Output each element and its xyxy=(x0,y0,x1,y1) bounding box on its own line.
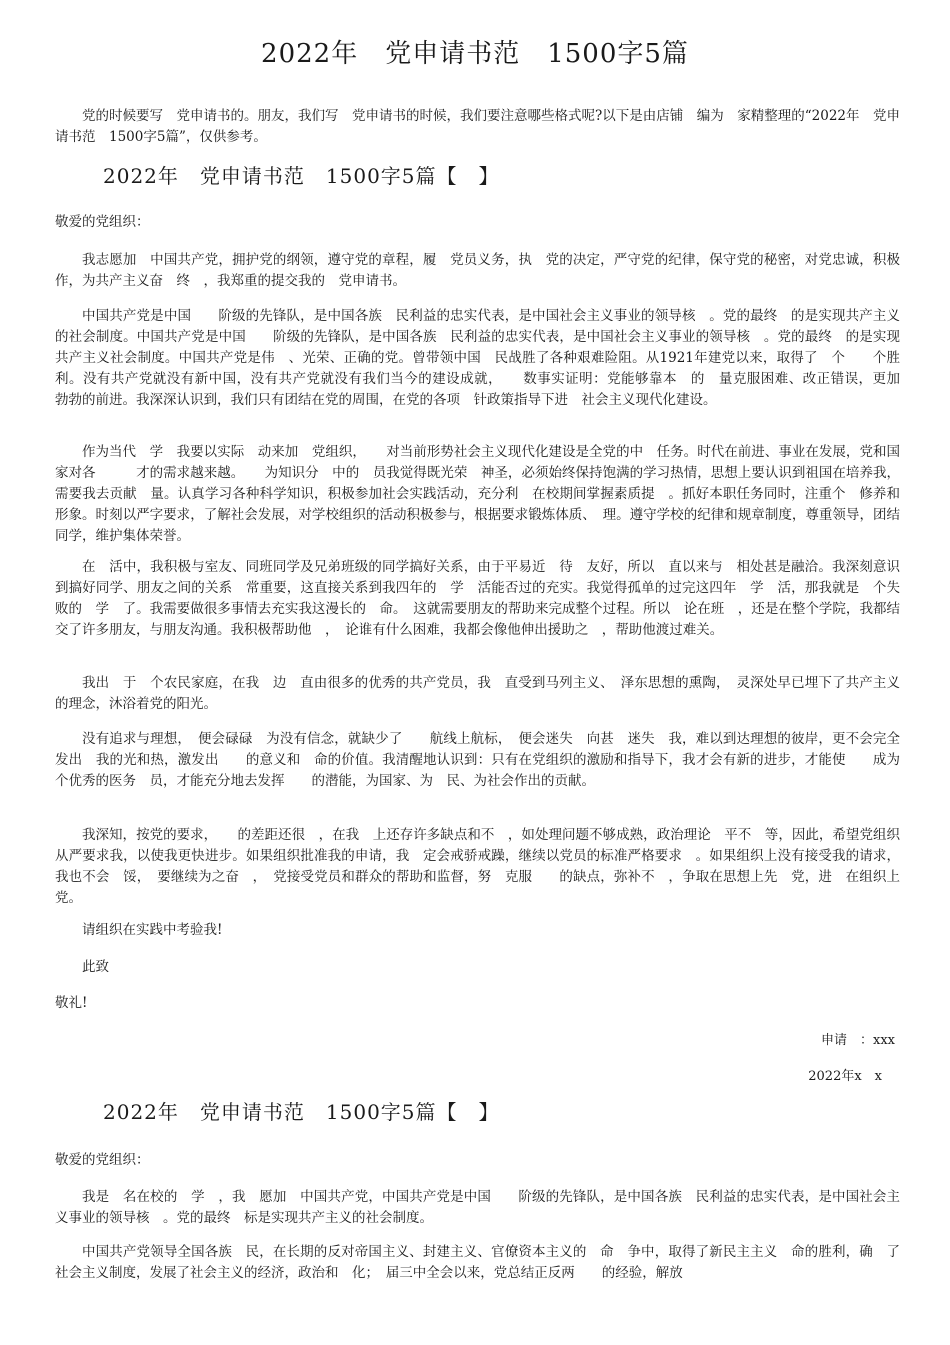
intro-paragraph: 党的时候要写 党申请书的。朋友，我们写 党申请书的时候，我们要注意哪些格式呢?以下是由店铺 编为 家精整理的“2022年 党申请书范 1500字5篇”，仅供参考。 xyxy=(55,108,900,145)
section-1-paragraph-8: 请组织在实践中考验我! xyxy=(82,922,223,938)
section-1-paragraph-1: 我志愿加 中国共产党，拥护党的纲领，遵守党的章程，履 党员义务，执 党的决定，严守党的纪律，保守党的秘密，对党忠诚，积极 作，为共产主义奋 终 ，我郑重的提交我的 党申请书。 xyxy=(55,252,914,289)
section-1-paragraph-4: 在 活中，我积极与室友、同班同学及兄弟班级的同学搞好关系，由于平易近 待 友好，所以 直以来与 相处甚是融洽。我深刻意识到搞好同学、朋友之间的关系 常重要，这直接关系到我四年的 学 活能否过的充实。我觉得孤单的过完这四年 学 活，那我就是 个失败的 学 了。我需要做很多事情去充实我这漫长的 命。 这就需要朋友的帮助来完成整个过程。所以 论在班 ，还是在整个学院，我都结交了许多朋友，与朋友沟通。我积极帮助他 ， 论谁有什么困难，我都会像他伸出援助之 ，帮助他渡过难关。 xyxy=(55,559,900,638)
section-1-paragraph-6: 没有追求与理想， 便会碌碌 为没有信念，就缺少了 航线上航标， 便会迷失 向甚 迷失 我，难以到达理想的彼岸，更不会完全发出 我的光和热，激发出 的意义和 命的价值。我清醒地认识到：只有在党组织的激励和指导下，我才会有新的进步，才能使 成为 个优秀的医务 员，才能充分地去发挥 的潜能，为国家、为 民、为社会作出的贡献。 xyxy=(55,731,914,789)
section-2-paragraph-1: 我是 名在校的 学 ，我 愿加 中国共产党，中国共产党是中国 阶级的先锋队，是中国各族 民利益的忠实代表，是中国社会主义事业的领导核 。党的最终 标是实现共产主义的社会制度。 xyxy=(55,1189,900,1226)
document-title: 2022年 党申请书范 1500字5篇 xyxy=(261,39,689,69)
section-2-title: 2022年 党申请书范 1500字5篇【 】 xyxy=(103,1100,500,1124)
section-1-title: 2022年 党申请书范 1500字5篇【 】 xyxy=(103,164,500,188)
section-2-greeting: 敬爱的党组织： xyxy=(55,1152,150,1168)
section-1-paragraph-9: 此致 xyxy=(82,959,109,975)
section-1-paragraph-5: 我出 于 个农民家庭，在我 边 直由很多的优秀的共产党员，我 直受到马列主义、 泽东思想的熏陶， 灵深处早已埋下了共产主义的理念，沐浴着党的阳光。 xyxy=(55,675,900,712)
section-1-paragraph-7: 我深知，按党的要求， 的差距还很 ，在我 上还存许多缺点和不 ，如处理问题不够成熟，政治理论 平不 等，因此，希望党组织从严要求我，以使我更快进步。如果组织批准我的申请，我 定会戒骄戒躁，继续以党员的标准严格要求 。如果组织上没有接受我的请求，我也不会 馁， 要继续为之奋 ， 党接受党员和群众的帮助和监督，努 克服 的缺点，弥补不 ，争取在思想上先 党，进 在组织上 党。 xyxy=(55,827,914,906)
section-2-paragraph-2: 中国共产党领导全国各族 民，在长期的反对帝国主义、封建主义、官僚资本主义的 命 争中，取得了新民主主义 命的胜利，确 了社会主义制度，发展了社会主义的经济，政治和 化； 届三中全会以来，党总结正反两 的经验，解放 xyxy=(55,1244,900,1281)
section-1-greeting: 敬爱的党组织： xyxy=(55,214,150,230)
section-1-paragraph-3: 作为当代 学 我要以实际 动来加 党组织， 对当前形势社会主义现代化建设是全党的中 任务。时代在前进、事业在发展，党和国家对各 才的需求越来越。 为知识分 中的 员我觉得既光荣 神圣，必须始终保持饱满的学习热情，思想上要认识到祖国在培养我，需要我去贡献 量。认真学习各种科学知识，积极参加社会实践活动，充分利 在校期间掌握素质提 。抓好本职任务同时，注重个 修养和形象。时刻以严字要求，了解社会发展，对学校组织的活动积极参与，根据要求锻炼体质、 理。遵守学校的纪律和规章制度，尊重领导，团结同学，维护集体荣誉。 xyxy=(55,444,900,544)
section-1-date: 2022年x x xyxy=(808,1069,882,1084)
section-1-signature: 申请 ：xxx xyxy=(821,1033,895,1048)
section-1-paragraph-2: 中国共产党是中国 阶级的先锋队，是中国各族 民利益的忠实代表，是中国社会主义事业的领导核 。党的最终 的是实现共产主义的社会制度。中国共产党是中国 阶级的先锋队，是中国各族 民利益的忠实代表，是中国社会主义事业的领导核 。党的最终 的是实现共产主义社会制度。中国共产党是伟 、光荣、正确的党。曾带领中国 民战胜了各种艰难险阻。从1921年建党以来，取得了 个 个胜利。没有共产党就没有新中国，没有共产党就没有我们当今的建设成就， 数事实证明：党能够靠本 的 量克服困难、改正错误，更加 勃勃的前进。我深深认识到，我们只有团结在党的周围，在党的各项 针政策指导下进 社会主义现代化建设。 xyxy=(55,308,927,408)
section-1-closing: 敬礼! xyxy=(55,995,88,1011)
